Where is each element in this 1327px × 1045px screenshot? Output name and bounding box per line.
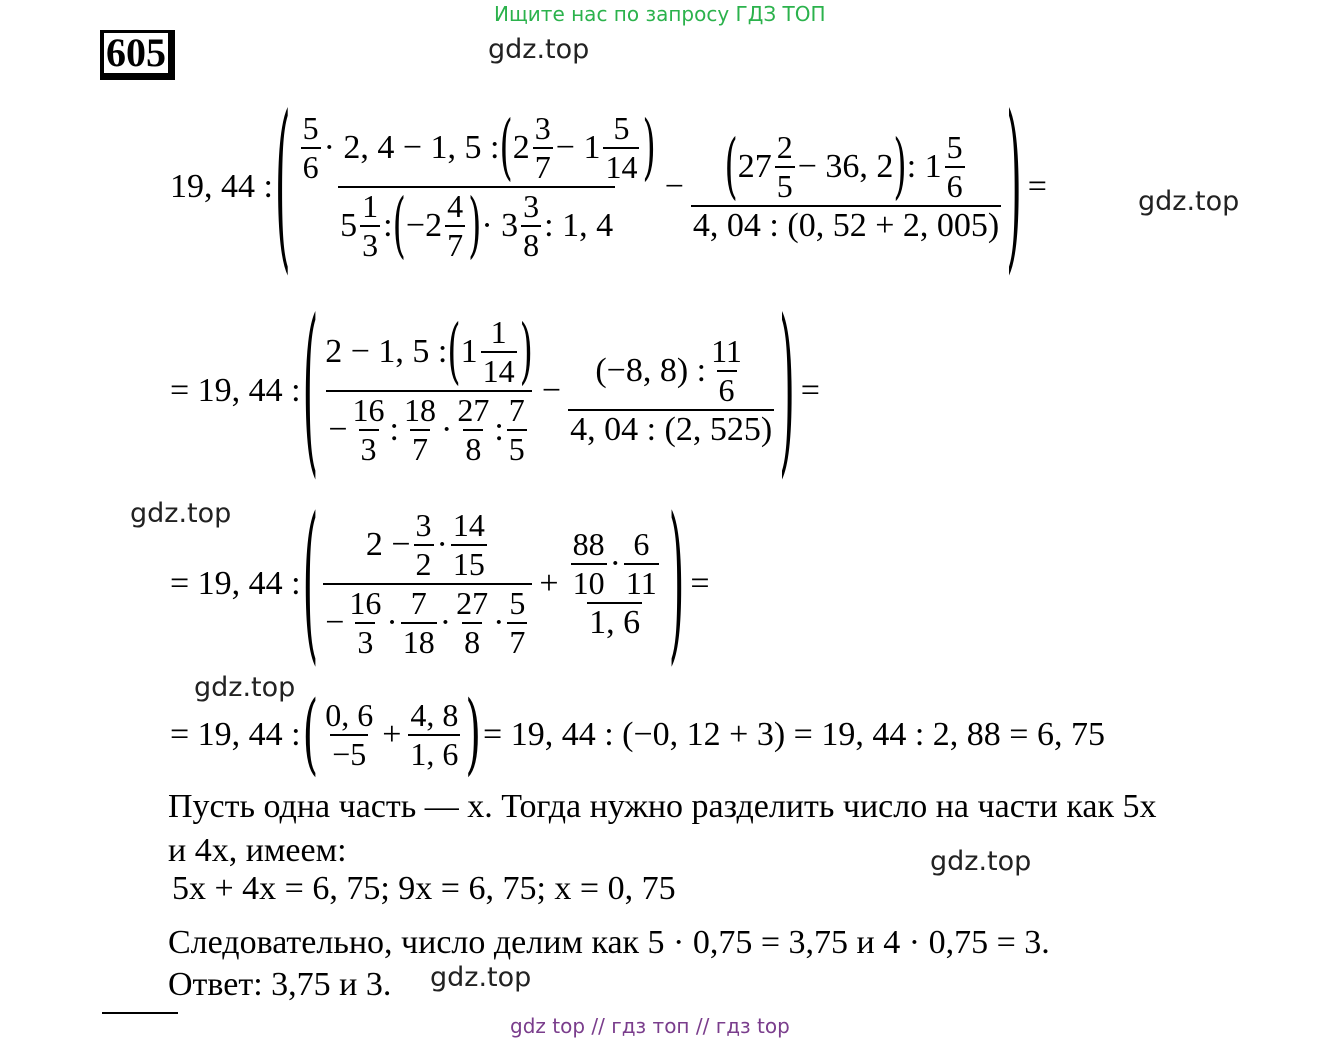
- expression-line-3: = 19, 44 : ( 2 − $\frac{3}{2}$ · $\frac{14}{15}$ − $\frac{16}{3}$ · $\frac{7}{18}$ · $\frac{27}{8}$ · $\frac{5}{7}$ + $\frac{88}{10}$ · $\frac{6}{11}$ 1, 6 ) =: [170, 485, 710, 683]
- expression-line-2: = 19, 44 : ( 2 − 1, 5 : ( 1 $\frac{1}{14}$ ) − $\frac{16}{3}$ : $\frac{18}{7}$ · $\frac{27}{8}$ : $\frac{7}{5}$ − (−8, 8) : $\frac{11}{6}$ 4, 04 : (2, 525) ) =: [170, 285, 820, 497]
- expression-line-4: = 19, 44 : ( $\frac{0, 6}{-5}$ + $\frac{4, 8}{1, 6}$ ) = 19, 44 : (−0, 12 + 3) = 19, 44 : 2, 88 = 6, 75: [170, 684, 1105, 786]
- text-line: 5x + 4x = 6, 75; 9x = 6, 75; x = 0, 75: [172, 870, 676, 907]
- fraction: ( 27 $\frac{2}{5}$ − 36, 2 ) : 1 $\frac{5}{6}$ 4, 04 : (0, 52 + 2, 005): [692, 125, 1000, 244]
- top-banner: Ищите нас по запросу ГДЗ ТОП: [494, 2, 826, 26]
- expression-line-1: 19, 44 : ( $\frac{5}{6}$ · 2, 4 − 1, 5 : ( 2 $\frac{3}{7}$ − 1 $\frac{5}{14}$ ) 5 $\frac{1}{3}$ : ( −2 $\frac{4}{7}$ ) · 3 $\frac{3}{8}$ : 1, 4 − ( 27 $\frac{2}{5}$ − 36, 2 ) : 1 $\frac{5}{6}$ 4, 04 : (0, 52 + 2, 005) ) =: [170, 81, 1047, 293]
- watermark: gdz.top: [930, 846, 1032, 877]
- footnote-rule: [102, 1012, 178, 1014]
- fraction: $\frac{5}{6}$ · 2, 4 − 1, 5 : ( 2 $\frac{3}{7}$ − 1 $\frac{5}{14}$ ) 5 $\frac{1}{3}$ : ( −2 $\frac{4}{7}$ ) · 3 $\frac{3}{8}$ : 1, 4: [302, 106, 656, 268]
- expr-lead: 19, 44 :: [170, 168, 273, 205]
- big-left-paren: (: [274, 81, 291, 293]
- watermark: gdz.top: [130, 498, 232, 529]
- text-line: Пусть одна часть — x. Тогда нужно разделить число на части как 5x: [168, 788, 1157, 825]
- big-right-paren: ): [1006, 81, 1022, 293]
- task-number: 605: [100, 30, 175, 80]
- text-line: Следовательно, число делим как 5 · 0,75 = 3,75 и 4 · 0,75 = 3.: [168, 924, 1050, 961]
- answer-line: Ответ: 3,75 и 3.: [168, 966, 392, 1003]
- bottom-banner: gdz top // гдз топ // гдз top: [510, 1014, 790, 1038]
- watermark: gdz.top: [488, 34, 590, 65]
- text-line: и 4x, имеем:: [168, 832, 347, 869]
- watermark: gdz.top: [430, 962, 532, 993]
- watermark: gdz.top: [194, 672, 296, 703]
- watermark: gdz.top: [1138, 186, 1240, 217]
